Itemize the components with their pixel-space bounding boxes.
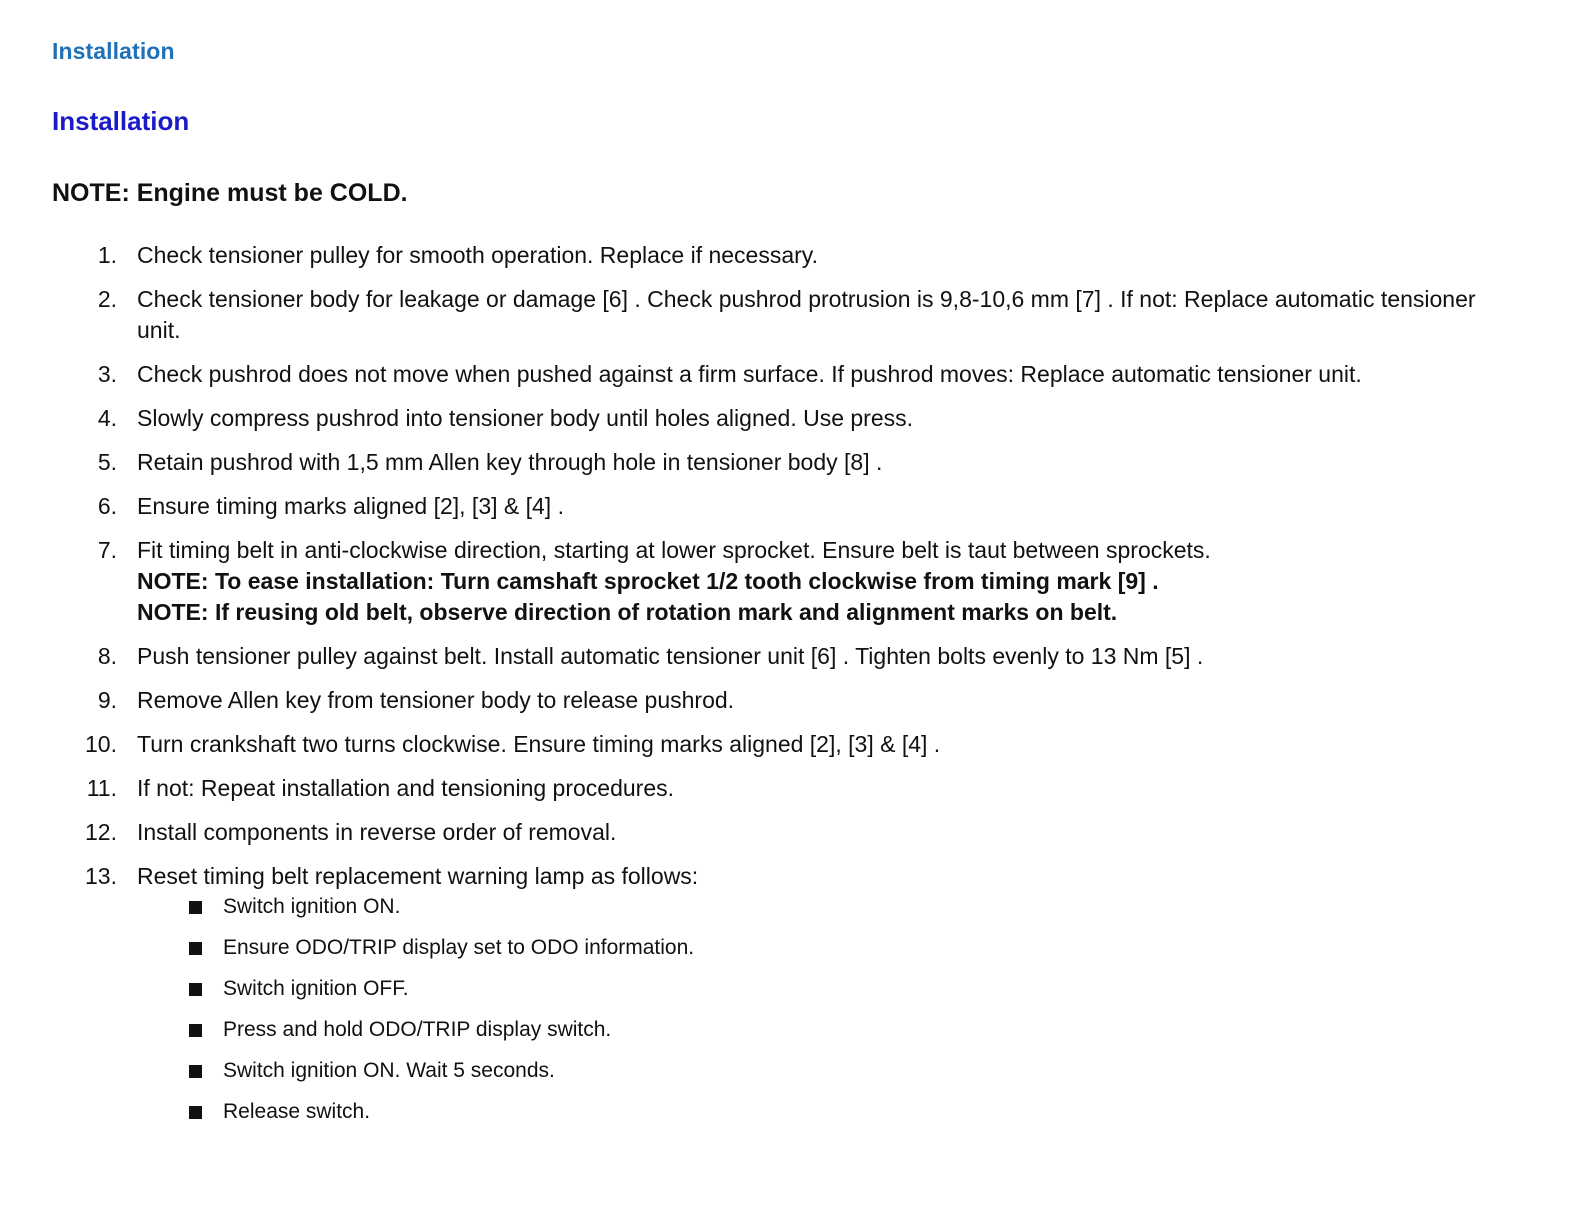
list-item: [0, 491, 1580, 522]
list-item: [0, 685, 1580, 716]
step-text: Check pushrod does not move when pushed against a firm surface. If pushrod moves: Replace automatic tensioner unit.: [137, 361, 1362, 387]
step-number: 1.: [97, 242, 117, 268]
step-text: If not: Repeat installation and tensioning procedures.: [137, 775, 675, 801]
list-item: [0, 817, 1580, 848]
installation-steps-list: [0, 240, 1580, 1139]
step-number: 3.: [97, 361, 117, 387]
step-note: NOTE: If reusing old belt, observe direction of rotation mark and alignment marks on belt.: [137, 599, 1118, 625]
list-item: [187, 1016, 1520, 1044]
list-item: [0, 359, 1580, 390]
list-item: [0, 641, 1580, 672]
step-number: 9.: [97, 687, 117, 713]
step-number: 12.: [85, 819, 117, 845]
square-bullet-icon: [189, 983, 202, 996]
step-number: 5.: [97, 449, 117, 475]
square-bullet-icon: [189, 1024, 202, 1037]
step-number: 8.: [97, 643, 117, 669]
step-number: 10.: [85, 731, 117, 757]
page-title: Installation: [52, 106, 190, 136]
list-item: [0, 284, 1580, 346]
step-text: Remove Allen key from tensioner body to release pushrod.: [137, 687, 735, 713]
substep-text: Switch ignition ON. Wait 5 seconds.: [223, 1059, 555, 1082]
list-item: [0, 447, 1580, 478]
step-text: Install components in reverse order of removal.: [137, 819, 617, 845]
list-item: [187, 975, 1520, 1003]
step-text: Check tensioner pulley for smooth operation. Replace if necessary.: [137, 242, 818, 268]
list-item: [187, 1057, 1520, 1085]
step-text: Ensure timing marks aligned [2], [3] & [4] .: [137, 493, 564, 519]
list-item: [0, 729, 1580, 760]
list-item: [0, 240, 1580, 271]
step-text: Push tensioner pulley against belt. Install automatic tensioner unit [6] . Tighten bolts evenly to 13 Nm [5] .: [137, 643, 1204, 669]
step-text: Retain pushrod with 1,5 mm Allen key through hole in tensioner body [8] .: [137, 449, 883, 475]
step-text: Reset timing belt replacement warning lamp as follows:: [137, 863, 699, 889]
substep-text: Press and hold ODO/TRIP display switch.: [223, 1018, 612, 1041]
step-number: 4.: [97, 405, 117, 431]
list-item: [187, 1098, 1520, 1126]
step-number: 11.: [86, 775, 117, 801]
step-note: NOTE: To ease installation: Turn camshaft sprocket 1/2 tooth clockwise from timing mark [9] .: [137, 568, 1159, 594]
list-item: [187, 893, 1520, 921]
list-item: [0, 773, 1580, 804]
step-number: 7.: [97, 537, 117, 563]
list-item: [0, 535, 1580, 628]
breadcrumb: Installation: [52, 38, 175, 64]
step-text: Fit timing belt in anti-clockwise direction, starting at lower sprocket. Ensure belt is taut between sprockets.: [137, 537, 1211, 563]
square-bullet-icon: [189, 901, 202, 914]
cold-engine-note: NOTE: Engine must be COLD.: [52, 179, 408, 207]
reset-lamp-substeps: [137, 893, 1520, 1126]
square-bullet-icon: [189, 1065, 202, 1078]
substep-text: Switch ignition OFF.: [223, 977, 409, 1000]
substep-text: Ensure ODO/TRIP display set to ODO information.: [223, 936, 695, 959]
step-text: Slowly compress pushrod into tensioner body until holes aligned. Use press.: [137, 405, 914, 431]
step-text: Turn crankshaft two turns clockwise. Ensure timing marks aligned [2], [3] & [4] .: [137, 731, 941, 757]
step-number: 6.: [97, 493, 117, 519]
step-number: 2.: [97, 286, 117, 312]
step-number: 13.: [85, 863, 117, 889]
square-bullet-icon: [189, 942, 202, 955]
list-item: [187, 934, 1520, 962]
step-text: Check tensioner body for leakage or damage [6] . Check pushrod protrusion is 9,8-10,6 mm [7] . If not: Replace automatic tensioner unit.: [137, 286, 1476, 343]
list-item: [0, 403, 1580, 434]
square-bullet-icon: [189, 1106, 202, 1119]
substep-text: Switch ignition ON.: [223, 895, 401, 918]
list-item: [0, 861, 1580, 1126]
substep-text: Release switch.: [223, 1100, 371, 1123]
